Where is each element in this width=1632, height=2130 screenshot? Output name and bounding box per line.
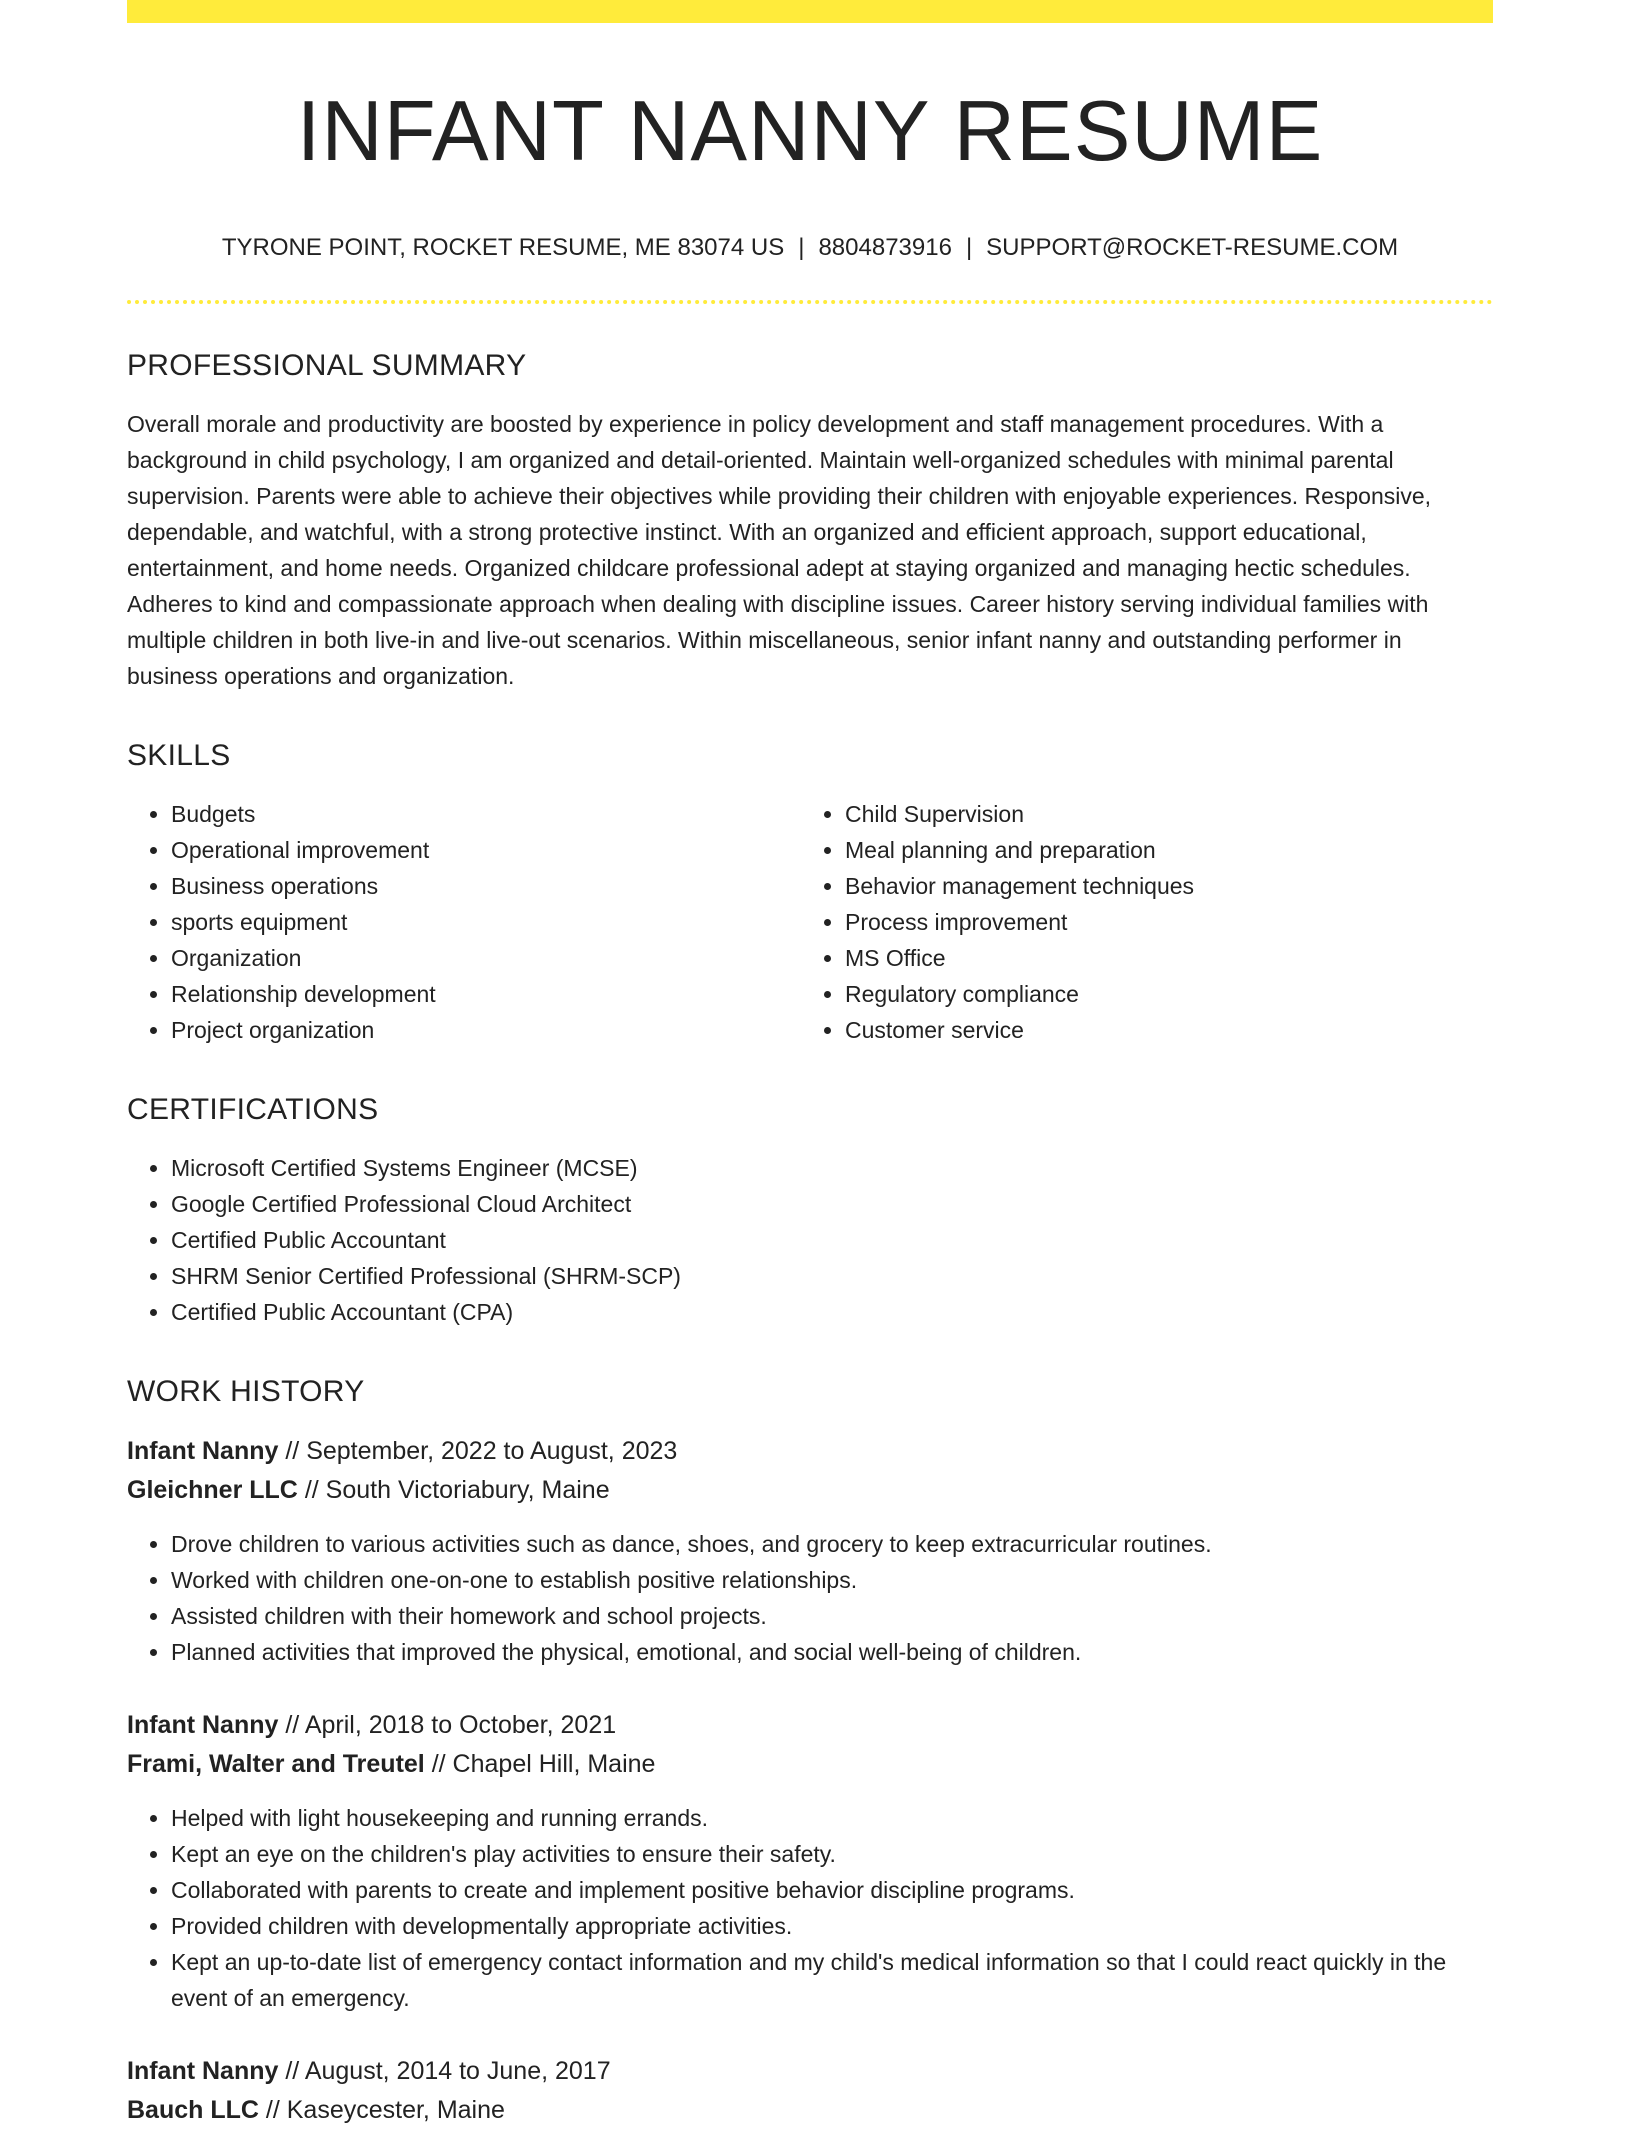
skill-item: • Process improvement (845, 904, 1475, 940)
job-location: // South Victoriabury, Maine (304, 1475, 610, 1504)
job-duty: • Kept an up-to-date list of emergency contact information and my child's medical information so that I could react quickly in the event of an emergency. (171, 1944, 1493, 2016)
contact-email: SUPPORT@ROCKET-RESUME.COM (986, 233, 1399, 261)
certification-item: • SHRM Senior Certified Professional (SHRM-SCP) (171, 1258, 1493, 1294)
work-history-section (127, 1374, 1493, 2130)
job-duty: • Helped with light housekeeping and running errands. (171, 1800, 1493, 1836)
job-title-line (127, 1706, 1493, 1745)
job-company: Gleichner LLC (127, 1475, 298, 1504)
skill-item: • Relationship development (171, 976, 801, 1012)
job-duty: • Drove children to various activities such as dance, shoes, and grocery to keep extracurricular routines. (171, 1526, 1493, 1562)
certification-item: • Certified Public Accountant (CPA) (171, 1294, 1493, 1330)
job-title-line (127, 1432, 1493, 1471)
job-company-line (127, 1471, 1493, 1510)
skills-section (127, 738, 1493, 1048)
certification-item: • Microsoft Certified Systems Engineer (MCSE) (171, 1150, 1493, 1186)
job-company: Bauch LLC (127, 2095, 259, 2124)
job-entry (127, 2052, 1493, 2130)
skills-list-left (127, 796, 801, 1048)
skill-item: • Child Supervision (845, 796, 1475, 832)
certification-item: • Certified Public Accountant (171, 1222, 1493, 1258)
job-duty: • Collaborated with parents to create and implement positive behavior discipline programs. (171, 1872, 1493, 1908)
job-entry (127, 1706, 1493, 2016)
contact-separator: | (798, 233, 805, 261)
skill-item: • MS Office (845, 940, 1475, 976)
job-duty: • Planned activities that improved the physical, emotional, and social well-being of children. (171, 1634, 1493, 1670)
skill-item: • Operational improvement (171, 832, 801, 868)
skill-item: • Project organization (171, 1012, 801, 1048)
skill-item: • Business operations (171, 868, 801, 904)
skills-heading: SKILLS (127, 738, 231, 772)
skill-item: • sports equipment (171, 904, 801, 940)
job-title-line (127, 2052, 1493, 2091)
job-duty: • Provided children with developmentally appropriate activities. (171, 1908, 1493, 1944)
job-location: // Chapel Hill, Maine (431, 1749, 656, 1778)
job-duty: • Assisted children with their homework and school projects. (171, 1598, 1493, 1634)
certifications-section (127, 1092, 1493, 1330)
skill-item: • Behavior management techniques (845, 868, 1475, 904)
skills-list-right (801, 796, 1475, 1048)
contact-phone: 8804873916 (818, 233, 952, 261)
job-company-line (127, 2091, 1493, 2130)
job-title: Infant Nanny (127, 2056, 279, 2085)
contact-address: TYRONE POINT, ROCKET RESUME, ME 83074 US (221, 233, 785, 261)
job-duty: • Kept an eye on the children's play activities to ensure their safety. (171, 1836, 1493, 1872)
work-history-heading: WORK HISTORY (127, 1374, 365, 1408)
job-dates: // August, 2014 to June, 2017 (285, 2056, 611, 2085)
contact-separator: | (965, 233, 973, 261)
job-location: // Kaseycester, Maine (265, 2095, 505, 2124)
top-accent-bar (127, 0, 1493, 23)
skill-item: • Meal planning and preparation (845, 832, 1475, 868)
job-company-line (127, 1745, 1493, 1784)
summary-text: Overall morale and productivity are boosted by experience in policy development and staff management procedures. With a background in child psychology, I am organized and detail-oriented. Maintain well-organized schedules with minimal parental supervision. Parents were able to achieve their objectives while providing their children with enjoyable experiences. Responsive, dependable, and watchful, with a strong protective instinct. With an organized and efficient approach, support educational, entertainment, and home needs. Organized childcare professional adept at staying organized and managing hectic schedules. Adheres to kind and compassionate approach when dealing with discipline issues. Career history serving individual families with multiple children in both live-in and live-out scenarios. Within miscellaneous, senior infant nanny and outstanding performer in business operations and organization. (127, 410, 1432, 689)
job-dates: // April, 2018 to October, 2021 (285, 1710, 617, 1739)
skills-grid (127, 796, 1493, 1048)
skill-item: • Organization (171, 940, 801, 976)
job-company: Frami, Walter and Treutel (127, 1749, 425, 1778)
resume-title: INFANT NANNY RESUME (296, 84, 1324, 179)
job-title: Infant Nanny (127, 1710, 279, 1739)
summary-heading: PROFESSIONAL SUMMARY (127, 348, 527, 382)
certification-item: • Google Certified Professional Cloud Architect (171, 1186, 1493, 1222)
summary-section (127, 348, 1493, 694)
job-duty: • Worked with children one-on-one to establish positive relationships. (171, 1562, 1493, 1598)
job-title: Infant Nanny (127, 1436, 279, 1465)
job-duties-list (127, 1800, 1493, 2016)
job-duties-list (127, 1526, 1493, 1670)
job-dates: // September, 2022 to August, 2023 (285, 1436, 678, 1465)
skill-item: • Regulatory compliance (845, 976, 1475, 1012)
contact-line (127, 234, 1493, 262)
header-divider (127, 300, 1493, 304)
certifications-heading: CERTIFICATIONS (127, 1092, 379, 1126)
skill-item: • Customer service (845, 1012, 1475, 1048)
resume-page (127, 0, 1493, 2130)
skill-item: • Budgets (171, 796, 801, 832)
job-entry (127, 1432, 1493, 1670)
certifications-list (127, 1150, 1493, 1330)
